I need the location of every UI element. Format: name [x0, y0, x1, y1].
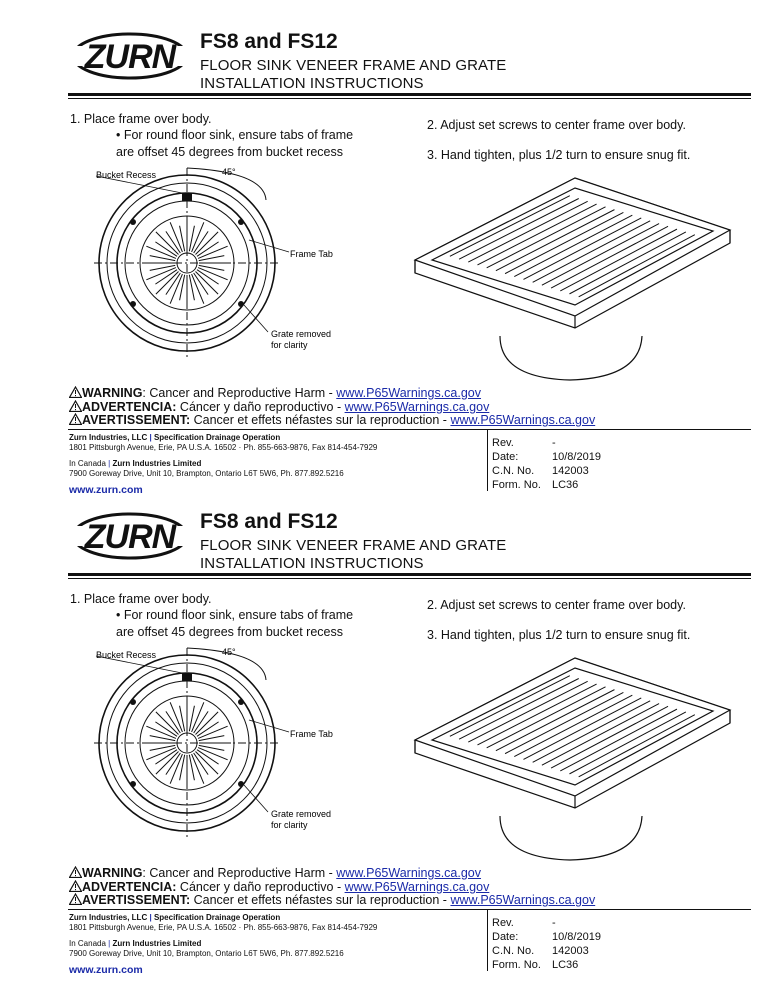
warning-english: WARNING: Cancer and Reproductive Harm - www.P65Warnings.ca.gov	[69, 386, 481, 400]
document-meta: Rev. - Date: 10/8/2019 C.N. No. 142003 Form. No. LC36	[492, 917, 601, 971]
svg-text:ZURN: ZURN	[84, 38, 176, 76]
warning-icon	[69, 893, 82, 905]
svg-text:Frame Tab: Frame Tab	[290, 249, 333, 259]
instruction-sheet-top	[0, 0, 773, 496]
square-frame-grate-diagram	[410, 168, 750, 388]
us-address: 1801 Pittsburgh Avenue, Erie, PA U.S.A. 16502 · Ph. 855-663-9876, Fax 814-454-7929	[69, 443, 378, 452]
warning-icon	[69, 386, 82, 398]
footer-rule	[68, 909, 751, 910]
p65-link[interactable]: www.P65Warnings.ca.gov	[450, 893, 596, 907]
zurn-logo	[72, 512, 190, 560]
warning-french: AVERTISSEMENT: Cancer et effets néfastes sur la reproduction - www.P65Warnings.ca.gov	[69, 893, 595, 907]
page-title: FS8 and FS12	[200, 510, 338, 533]
round-floor-sink-diagram	[84, 160, 344, 360]
svg-text:Frame Tab: Frame Tab	[290, 729, 333, 739]
document-meta: Rev. - Date: 10/8/2019 C.N. No. 142003 Form. No. LC36	[492, 437, 601, 491]
header-rule	[68, 93, 751, 96]
company-line: Zurn Industries, LLC | Specification Drainage Operation	[69, 433, 281, 442]
svg-text:ZURN: ZURN	[84, 518, 176, 556]
step-1: 1. Place frame over body.	[70, 592, 212, 606]
warning-spanish: ADVERTENCIA: Cáncer y daño reproductivo - www.P65Warnings.ca.gov	[69, 880, 489, 894]
website-link[interactable]: www.zurn.com	[69, 484, 143, 496]
warning-french: AVERTISSEMENT: Cancer et effets néfastes sur la reproduction - www.P65Warnings.ca.gov	[69, 413, 595, 427]
page-title: FS8 and FS12	[200, 30, 338, 53]
footer-divider	[487, 909, 488, 971]
round-floor-sink-diagram	[84, 640, 344, 840]
header-rule-thin	[68, 98, 751, 99]
header-rule-thin	[68, 578, 751, 579]
website-link[interactable]: www.zurn.com	[69, 964, 143, 976]
svg-text:45°: 45°	[222, 647, 236, 657]
step-1-bullet: • For round floor sink, ensure tabs of frame	[116, 128, 354, 142]
step-2: 2. Adjust set screws to center frame over body.	[427, 598, 686, 612]
instruction-sheet-bottom	[0, 480, 773, 976]
subtitle-line-1: FLOOR SINK VENEER FRAME AND GRATE	[200, 537, 507, 554]
square-frame-grate-diagram	[410, 648, 750, 868]
step-1: 1. Place frame over body.	[70, 112, 212, 126]
warning-icon	[69, 400, 82, 412]
step-3: 3. Hand tighten, plus 1/2 turn to ensure snug fit.	[427, 148, 691, 162]
zurn-logo	[72, 32, 190, 80]
warning-icon	[69, 413, 82, 425]
subtitle-line-2: INSTALLATION INSTRUCTIONS	[200, 75, 424, 92]
step-1-bullet: • For round floor sink, ensure tabs of frame	[116, 608, 354, 622]
canada-line: In Canada | Zurn Industries Limited	[69, 459, 202, 468]
svg-text:Grate removed: Grate removed	[271, 809, 332, 819]
p65-link[interactable]: www.P65Warnings.ca.gov	[336, 386, 482, 400]
step-1-bullet-cont: are offset 45 degrees from bucket recess	[116, 625, 343, 639]
warning-icon	[69, 866, 82, 878]
warning-spanish: ADVERTENCIA: Cáncer y daño reproductivo - www.P65Warnings.ca.gov	[69, 400, 489, 414]
footer-rule	[68, 429, 751, 430]
svg-text:Grate removed: Grate removed	[271, 329, 332, 339]
svg-text:45°: 45°	[222, 167, 236, 177]
svg-text:Bucket Recess: Bucket Recess	[96, 650, 157, 660]
p65-link[interactable]: www.P65Warnings.ca.gov	[344, 400, 490, 414]
canada-line: In Canada | Zurn Industries Limited	[69, 939, 202, 948]
warning-icon	[69, 880, 82, 892]
step-3: 3. Hand tighten, plus 1/2 turn to ensure snug fit.	[427, 628, 691, 642]
subtitle-line-1: FLOOR SINK VENEER FRAME AND GRATE	[200, 57, 507, 74]
svg-text:Bucket Recess: Bucket Recess	[96, 170, 157, 180]
canada-address: 7900 Goreway Drive, Unit 10, Brampton, Ontario L6T 5W6, Ph. 877.892.5216	[69, 469, 344, 478]
svg-text:for clarity: for clarity	[271, 820, 308, 830]
svg-text:for clarity: for clarity	[271, 340, 308, 350]
canada-address: 7900 Goreway Drive, Unit 10, Brampton, Ontario L6T 5W6, Ph. 877.892.5216	[69, 949, 344, 958]
p65-link[interactable]: www.P65Warnings.ca.gov	[450, 413, 596, 427]
subtitle-line-2: INSTALLATION INSTRUCTIONS	[200, 555, 424, 572]
p65-link[interactable]: www.P65Warnings.ca.gov	[344, 880, 490, 894]
company-line: Zurn Industries, LLC | Specification Drainage Operation	[69, 913, 281, 922]
p65-link[interactable]: www.P65Warnings.ca.gov	[336, 866, 482, 880]
us-address: 1801 Pittsburgh Avenue, Erie, PA U.S.A. 16502 · Ph. 855-663-9876, Fax 814-454-7929	[69, 923, 378, 932]
step-1-bullet-cont: are offset 45 degrees from bucket recess	[116, 145, 343, 159]
warning-english: WARNING: Cancer and Reproductive Harm - www.P65Warnings.ca.gov	[69, 866, 481, 880]
step-2: 2. Adjust set screws to center frame over body.	[427, 118, 686, 132]
header-rule	[68, 573, 751, 576]
